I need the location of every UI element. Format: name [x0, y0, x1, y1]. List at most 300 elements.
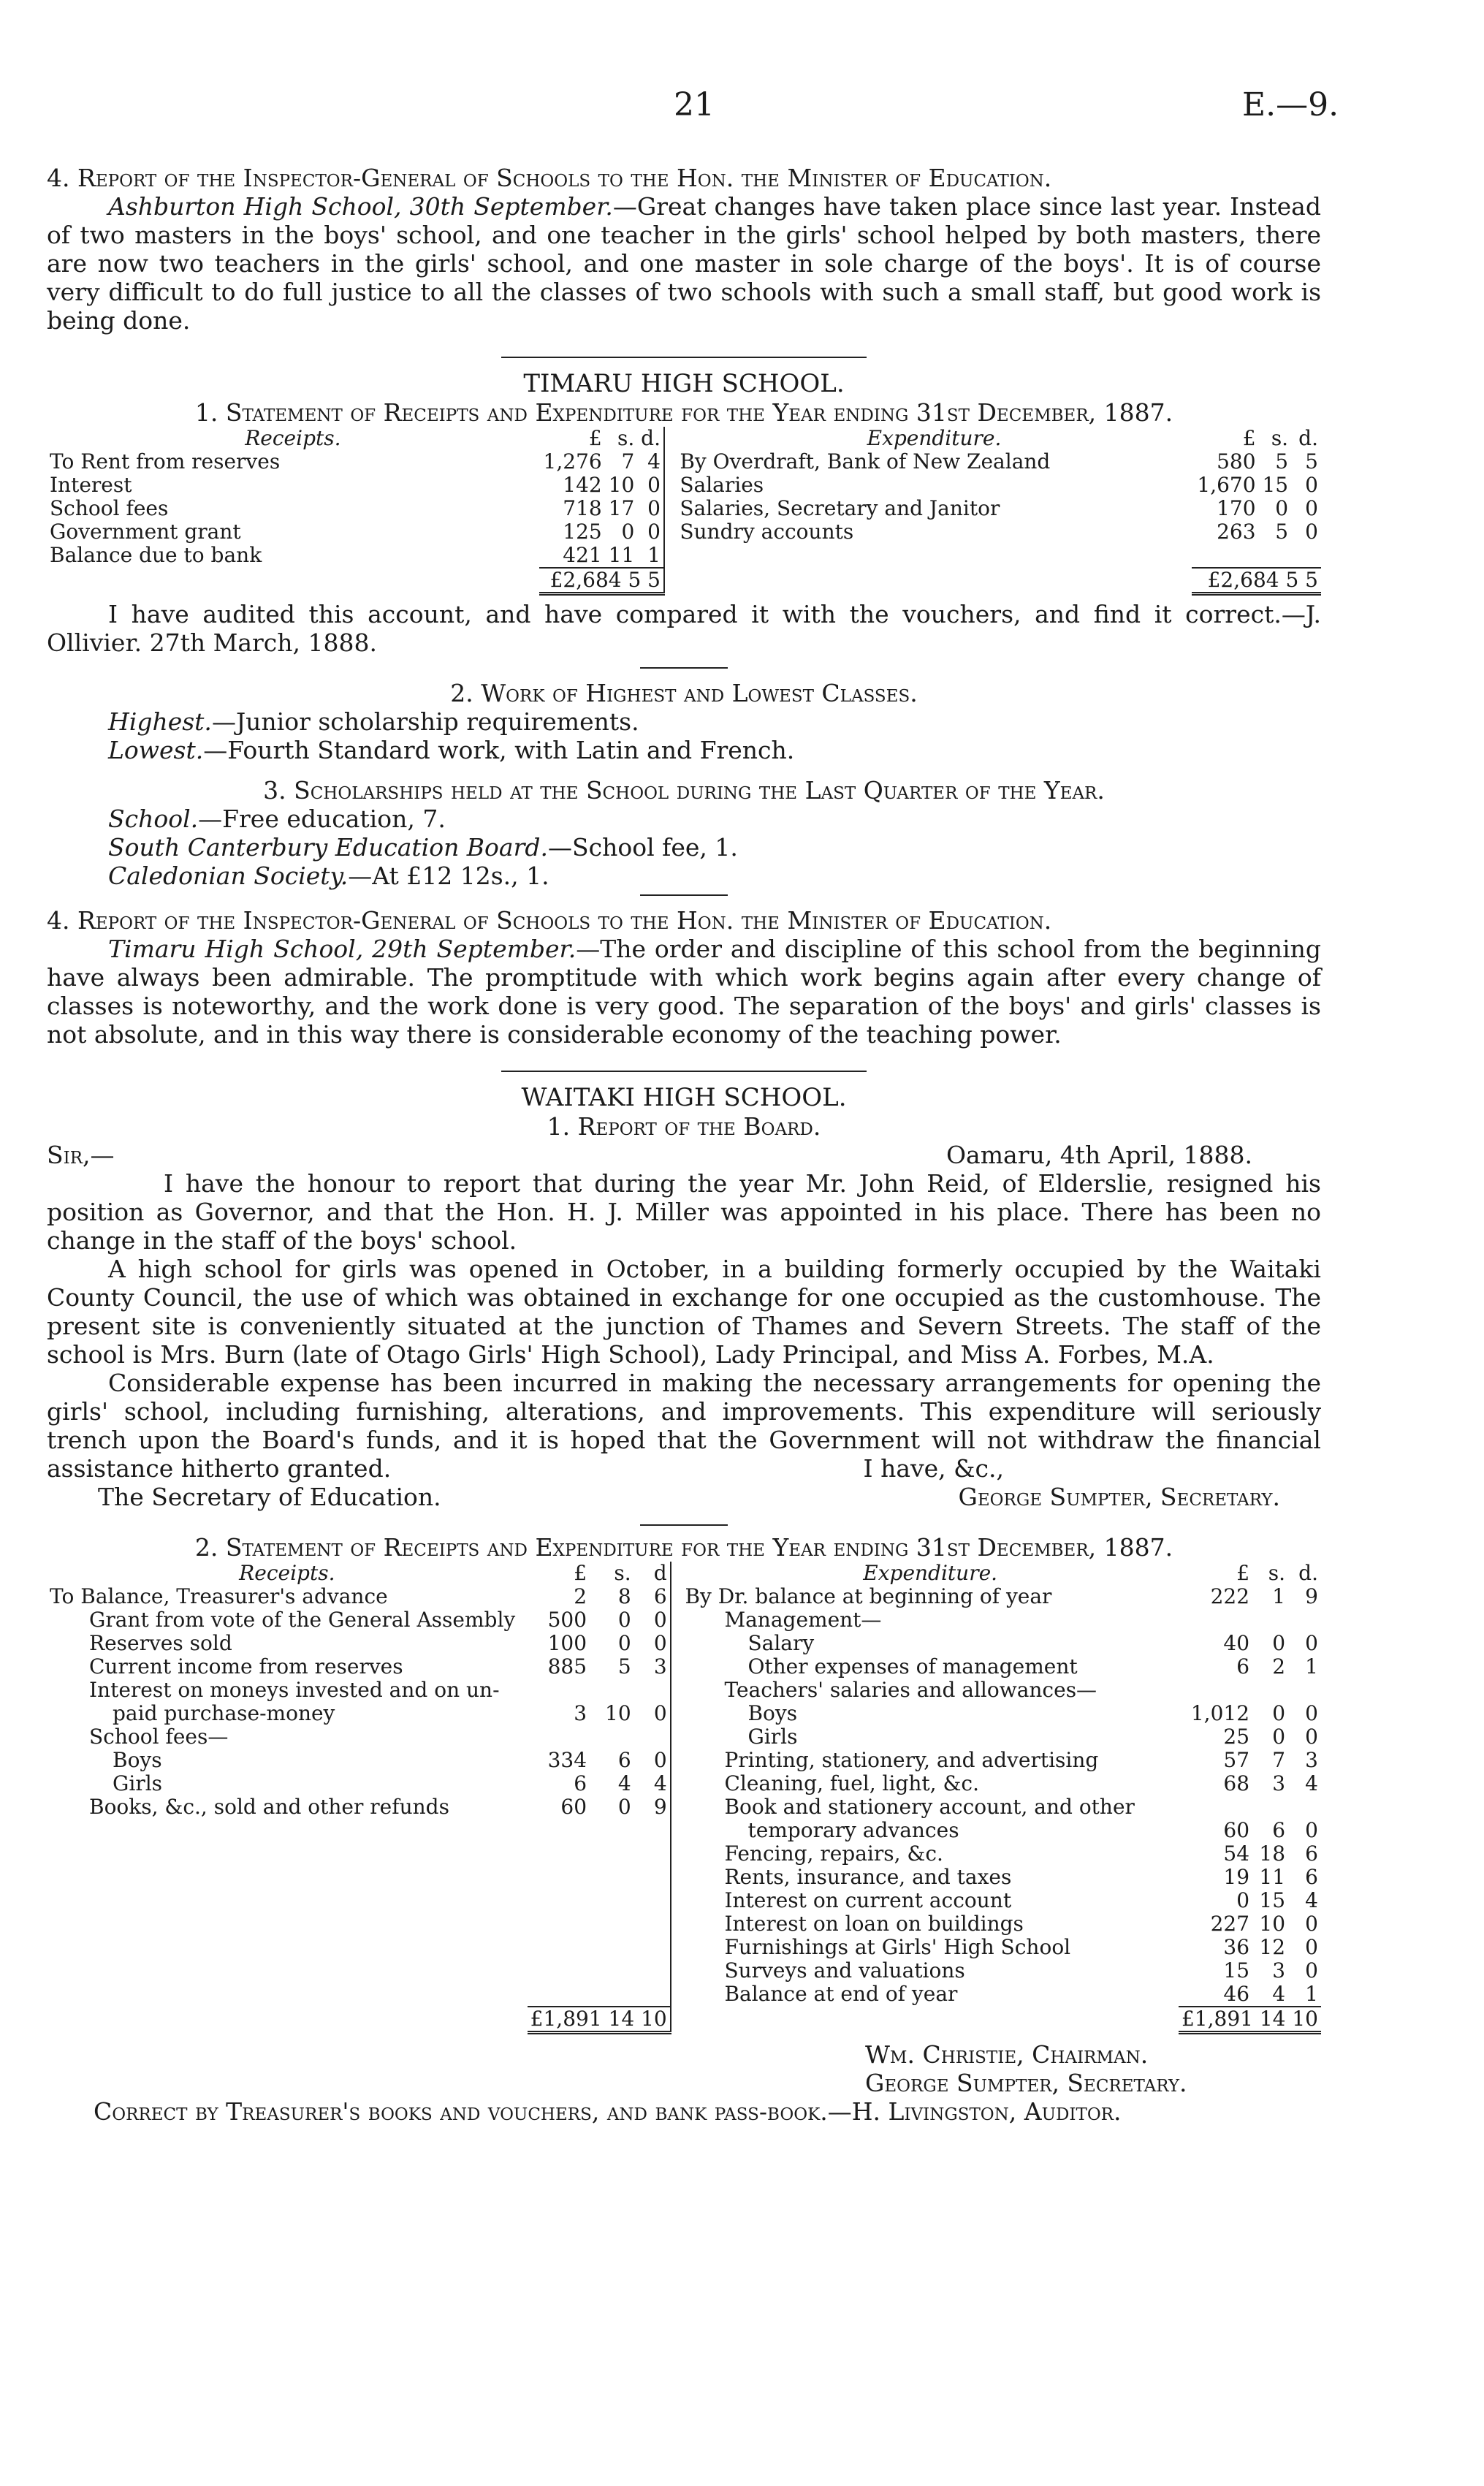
column-separator	[664, 450, 677, 474]
expenditure-pence: 0	[1305, 1725, 1318, 1749]
table-row	[47, 1795, 1321, 1819]
sceb-text: —School fee, 1.	[548, 833, 738, 862]
expenditure-pounds: 6	[1236, 1654, 1250, 1679]
table-row	[47, 474, 1321, 497]
expenditure-label: Book and stationery account, and other	[724, 1795, 1135, 1819]
column-separator	[671, 1912, 682, 1936]
expenditure-pence: 5	[1305, 449, 1318, 474]
expenditure-pence: 9	[1305, 1584, 1318, 1608]
receipt-pence	[634, 1959, 671, 1983]
expenditure-label: Salaries, Secretary and Janitor	[680, 496, 1000, 520]
receipt-pence: 0	[647, 520, 661, 544]
table-row	[47, 1679, 1321, 1702]
caledonian-label: Caledonian Society.	[108, 862, 349, 890]
receipt-label	[47, 1959, 528, 1983]
receipt-pence	[634, 1889, 671, 1912]
timaru-report-heading: 4. Report of the Inspector-General of Schools to the Hon. the Minister of Education.	[47, 906, 1052, 935]
expenditure-label: Girls	[747, 1725, 798, 1749]
receipt-shillings	[590, 1842, 634, 1866]
receipt-pounds: 142	[563, 473, 602, 497]
column-separator	[671, 1983, 682, 2007]
receipt-label: Current income from reserves	[89, 1654, 403, 1679]
expenditure-pounds	[1192, 544, 1259, 568]
expenditure-pence	[1288, 1679, 1321, 1702]
timaru-school	[47, 805, 1321, 833]
receipt-pence: 1	[647, 543, 661, 567]
lowest-text: —Fourth Standard work, with Latin and French.	[203, 736, 795, 764]
receipt-pounds	[528, 1959, 590, 1983]
receipt-pence	[634, 1983, 671, 2007]
expenditure-pounds: 15	[1223, 1958, 1250, 1983]
column-separator	[671, 1772, 682, 1795]
table-row	[47, 1632, 1321, 1655]
expenditure-pence: 4	[1305, 1888, 1318, 1912]
expenditure-shillings: 7	[1272, 1748, 1286, 1772]
expenditure-pounds: 580	[1217, 449, 1256, 474]
receipt-pence: 3	[653, 1654, 667, 1679]
timaru-total-receipts: £2,684 5 5	[539, 568, 664, 594]
closing: I have, &c.,	[856, 1454, 1004, 1483]
expenditure-label: Fencing, repairs, &c.	[724, 1841, 943, 1866]
expenditure-pounds: 0	[1236, 1888, 1250, 1912]
highest-text: —Junior scholarship requirements.	[211, 707, 639, 736]
expenditure-label: Rents, insurance, and taxes	[724, 1865, 1012, 1889]
expenditure-shillings: 18	[1259, 1841, 1286, 1866]
section-divider	[501, 1071, 867, 1072]
page-body	[47, 73, 1321, 2126]
column-separator	[671, 1749, 682, 1772]
receipt-pounds: 125	[563, 520, 602, 544]
column-separator	[671, 1679, 682, 1702]
signatory: George Sumpter, Secretary.	[958, 1483, 1280, 1511]
receipt-shillings: 10	[608, 473, 635, 497]
expenditure-label: Salary	[747, 1631, 815, 1655]
receipt-label: Balance due to bank	[50, 543, 262, 567]
currency-pounds: £	[1242, 426, 1256, 450]
receipt-label	[47, 1819, 528, 1842]
expenditure-label: Balance at end of year	[724, 1982, 958, 2006]
receipt-label: To Balance, Treasurer's advance	[50, 1584, 388, 1608]
timaru-caledonian	[47, 862, 1321, 890]
table-row	[47, 1889, 1321, 1912]
expenditure-pence: 3	[1305, 1748, 1318, 1772]
column-separator	[671, 1819, 682, 1842]
receipt-shillings: 6	[617, 1748, 631, 1772]
receipt-shillings: 17	[608, 496, 635, 520]
table-row	[47, 1655, 1321, 1679]
expenditure-shillings	[1252, 1795, 1288, 1819]
receipt-shillings: 0	[617, 1795, 631, 1819]
currency-shillings: s.	[614, 1561, 631, 1585]
receipt-pounds: 2	[574, 1584, 587, 1608]
column-separator	[671, 1632, 682, 1655]
receipt-pence: 0	[653, 1631, 667, 1655]
waitaki-board-heading: 1. Report of the Board.	[547, 1112, 821, 1141]
salutation: Sir,—	[47, 1141, 115, 1169]
receipt-pence	[634, 1679, 671, 1702]
expenditure-pounds: 68	[1223, 1771, 1250, 1795]
receipt-shillings: 0	[621, 520, 635, 544]
receipt-pence	[634, 1819, 671, 1842]
receipt-label: School fees—	[89, 1725, 229, 1749]
school-label: School.	[108, 805, 199, 833]
receipt-label: Grant from vote of the General Assembly	[89, 1608, 516, 1632]
expenditure-shillings	[1252, 1679, 1288, 1702]
school-text: —Free education, 7.	[198, 805, 446, 833]
receipt-label: Interest on moneys invested and on un-	[89, 1678, 500, 1702]
highest-label: Highest.	[108, 707, 212, 736]
column-separator	[671, 1959, 682, 1983]
addressee: The Secretary of Education.	[98, 1483, 441, 1511]
table-row	[47, 1866, 1321, 1889]
expenditure-label	[677, 544, 1191, 568]
receipt-pence: 0	[653, 1701, 667, 1725]
ashburton-report-text: —Great changes have taken place since last year. Instead of two masters in the boys' school, and one teacher in the girls' school helped by both masters, there are now two teachers in the girls' school, and one master in sole charge of the boys'. It is of course very difficult to do full justice to all the classes of two schools with such a small staff, but good work is being done.	[47, 192, 1321, 335]
table-row	[47, 1842, 1321, 1866]
expenditure-label: Management—	[724, 1608, 882, 1632]
receipt-shillings: 7	[621, 449, 635, 474]
expenditure-shillings: 0	[1272, 1725, 1286, 1749]
table-row	[47, 1819, 1321, 1842]
expenditure-label: Printing, stationery, and advertising	[724, 1748, 1099, 1772]
place-date: Oamaru, 4th April, 1888.	[946, 1141, 1252, 1169]
expenditure-label: Interest on loan on buildings	[724, 1912, 1024, 1936]
column-separator	[671, 1842, 682, 1866]
expenditure-shillings	[1252, 1608, 1288, 1632]
expenditure-shillings: 10	[1259, 1912, 1286, 1936]
table-row	[47, 1959, 1321, 1983]
receipt-pounds	[528, 1889, 590, 1912]
receipt-pounds	[528, 1725, 590, 1749]
receipt-label	[47, 1889, 528, 1912]
expenditure-shillings: 0	[1272, 1701, 1286, 1725]
timaru-report-paragraph	[47, 935, 1321, 1049]
receipt-pence: 9	[653, 1795, 667, 1819]
receipt-label: Books, &c., sold and other refunds	[89, 1795, 449, 1819]
expenditure-shillings: 0	[1272, 1631, 1286, 1655]
receipt-pence: 0	[647, 473, 661, 497]
timaru-statement-heading: 1. Statement of Receipts and Expenditure for the Year ending 31st December, 1887.	[194, 398, 1173, 427]
table-row	[47, 1772, 1321, 1795]
expenditure-pence: 6	[1305, 1841, 1318, 1866]
waitaki-auditor-text: Correct by Treasurer's books and vouchers, and bank pass-book.—H. Livingston, Auditor.	[94, 2097, 1122, 2126]
expenditure-pounds: 170	[1217, 496, 1256, 520]
receipt-shillings	[590, 1725, 634, 1749]
ashburton-report-title: Ashburton High School, 30th September.	[108, 192, 613, 221]
table-row	[47, 1936, 1321, 1959]
table-row	[47, 520, 1321, 544]
expenditure-label: Interest on current account	[724, 1888, 1012, 1912]
waitaki-para-1: I have the honour to report that during the year Mr. John Reid, of Elderslie, resigned his position as Governor, and that the Hon. H. J. Miller was appointed in his place. There has been no change in the staff of the boys' school.	[47, 1169, 1321, 1255]
timaru-expenditure-label: Expenditure.	[867, 426, 1002, 450]
expenditure-pence: 0	[1305, 1935, 1318, 1959]
table-row	[47, 450, 1321, 474]
expenditure-shillings: 3	[1272, 1771, 1286, 1795]
column-separator	[671, 2007, 682, 2033]
column-separator	[664, 568, 677, 594]
timaru-lowest	[47, 736, 1321, 764]
column-separator	[671, 1936, 682, 1959]
expenditure-pounds: 227	[1210, 1912, 1250, 1936]
receipt-pounds: 1,276	[543, 449, 602, 474]
sceb-label: South Canterbury Education Board.	[108, 833, 548, 862]
expenditure-pounds: 25	[1223, 1725, 1250, 1749]
receipt-pence: 0	[647, 496, 661, 520]
waitaki-signatures	[865, 2040, 1321, 2097]
page-number: 21	[674, 86, 715, 123]
receipt-pence: 0	[653, 1608, 667, 1632]
receipt-label: Girls	[113, 1771, 163, 1795]
expenditure-shillings: 5	[1275, 520, 1289, 544]
currency-shillings: s.	[1271, 426, 1289, 450]
timaru-total-expenditure: £2,684 5 5	[1192, 568, 1321, 594]
receipt-shillings: 0	[617, 1631, 631, 1655]
receipt-label: Interest	[50, 473, 132, 497]
receipt-label: Government grant	[50, 520, 241, 544]
table-row	[47, 1608, 1321, 1632]
waitaki-total-expenditure: £1,891 14 10	[1179, 2007, 1321, 2033]
currency-pounds: £	[588, 426, 602, 450]
expenditure-shillings: 5	[1275, 449, 1289, 474]
receipt-shillings: 10	[605, 1701, 631, 1725]
expenditure-label: Surveys and valuations	[724, 1958, 965, 1983]
expenditure-shillings: 11	[1259, 1865, 1286, 1889]
expenditure-label: By Overdraft, Bank of New Zealand	[680, 449, 1051, 474]
receipt-shillings	[590, 1936, 634, 1959]
waitaki-title: WAITAKI HIGH SCHOOL.	[521, 1083, 847, 1112]
receipt-shillings: 4	[617, 1771, 631, 1795]
table-row	[47, 1749, 1321, 1772]
receipt-pounds	[528, 1842, 590, 1866]
chairman: Wm. Christie, Chairman.	[865, 2040, 1149, 2069]
receipt-shillings	[590, 1889, 634, 1912]
expenditure-pounds: 57	[1223, 1748, 1250, 1772]
receipt-pounds	[528, 1936, 590, 1959]
currency-pence: d.	[1298, 426, 1318, 450]
waitaki-statement-heading: 2. Statement of Receipts and Expenditure for the Year ending 31st December, 1887.	[194, 1533, 1173, 1562]
currency-shillings: s.	[1268, 1561, 1286, 1585]
expenditure-pounds: 1,012	[1190, 1701, 1250, 1725]
receipt-label	[47, 1912, 528, 1936]
receipt-label	[47, 1936, 528, 1959]
caledonian-text: —At £12 12s., 1.	[348, 862, 549, 890]
para-3-text: Considerable expense has been incurred in making the necessary arrangements for opening the girls' school, including furnishing, alterations, and improvements. This expenditure will seriously trench upon the Board's funds, and it is hoped that the Government will not withdraw the financial assistance hitherto granted.	[47, 1369, 1321, 1483]
receipt-label	[47, 1842, 528, 1866]
expenditure-label: Salaries	[680, 473, 764, 497]
expenditure-pounds: 1,670	[1197, 473, 1256, 497]
expenditure-pounds: 40	[1223, 1631, 1250, 1655]
waitaki-signature-row	[47, 1483, 1321, 1511]
expenditure-label: Cleaning, fuel, light, &c.	[724, 1771, 979, 1795]
receipt-shillings	[590, 1819, 634, 1842]
expenditure-pence	[1288, 1608, 1321, 1632]
receipt-pounds	[528, 1983, 590, 2007]
currency-pounds: £	[574, 1561, 587, 1585]
receipt-label: School fees	[50, 496, 169, 520]
receipt-pence	[634, 1725, 671, 1749]
waitaki-header-row	[47, 1562, 1321, 1585]
expenditure-shillings: 4	[1272, 1982, 1286, 2006]
expenditure-pounds	[1179, 1795, 1252, 1819]
receipt-shillings	[590, 1959, 634, 1983]
secretary: George Sumpter, Secretary.	[865, 2069, 1187, 2097]
lowest-label: Lowest.	[108, 736, 204, 764]
receipt-pounds	[528, 1866, 590, 1889]
currency-pence: d	[653, 1561, 667, 1585]
ashburton-report-heading: 4. Report of the Inspector-General of Schools to the Hon. the Minister of Education.	[47, 164, 1052, 192]
expenditure-pence: 0	[1305, 520, 1318, 544]
waitaki-accounts-table	[47, 1562, 1321, 2034]
expenditure-pence: 0	[1305, 1818, 1318, 1842]
table-row	[47, 1702, 1321, 1725]
timaru-scholarships-heading: 3. Scholarships held at the School during the Last Quarter of the Year.	[263, 776, 1105, 805]
receipt-label	[47, 1983, 528, 2007]
expenditure-shillings: 0	[1275, 496, 1289, 520]
expenditure-pence: 1	[1305, 1654, 1318, 1679]
receipt-pounds: 60	[560, 1795, 587, 1819]
receipt-label: Reserves sold	[89, 1631, 232, 1655]
timaru-sceb	[47, 833, 1321, 862]
expenditure-pence: 0	[1305, 1912, 1318, 1936]
document-code: E.—9.	[1242, 86, 1339, 123]
receipt-shillings: 5	[617, 1654, 631, 1679]
receipt-pence	[634, 1866, 671, 1889]
table-row	[47, 497, 1321, 520]
expenditure-label: By Dr. balance at beginning of year	[685, 1584, 1052, 1608]
receipt-pence: 4	[653, 1771, 667, 1795]
expenditure-pence: 4	[1305, 1771, 1318, 1795]
expenditure-label: Boys	[747, 1701, 798, 1725]
receipt-pence: 0	[653, 1748, 667, 1772]
expenditure-shillings	[1259, 544, 1292, 568]
column-separator	[671, 1889, 682, 1912]
receipt-pence	[634, 1842, 671, 1866]
expenditure-shillings: 15	[1262, 473, 1289, 497]
expenditure-shillings: 15	[1259, 1888, 1286, 1912]
receipt-shillings	[590, 1983, 634, 2007]
ashburton-report-paragraph	[47, 192, 1321, 335]
timaru-accounts-table	[47, 427, 1321, 596]
expenditure-shillings: 2	[1272, 1654, 1286, 1679]
column-separator	[671, 1725, 682, 1749]
receipt-pounds: 3	[574, 1701, 587, 1725]
waitaki-total-row	[47, 2007, 1321, 2033]
expenditure-shillings: 3	[1272, 1958, 1286, 1983]
expenditure-pounds: 263	[1217, 520, 1256, 544]
expenditure-shillings: 6	[1272, 1818, 1286, 1842]
receipt-pounds	[528, 1819, 590, 1842]
column-separator	[671, 1585, 682, 1608]
timaru-header-row	[47, 427, 1321, 450]
expenditure-shillings: 12	[1259, 1935, 1286, 1959]
currency-pounds: £	[1236, 1561, 1250, 1585]
expenditure-label: Sundry accounts	[680, 520, 854, 544]
timaru-work-heading: 2. Work of Highest and Lowest Classes.	[450, 679, 918, 707]
expenditure-pence	[1291, 544, 1321, 568]
column-separator	[671, 1562, 682, 1585]
column-separator	[664, 520, 677, 544]
timaru-total-row	[47, 568, 1321, 594]
expenditure-shillings: 1	[1272, 1584, 1286, 1608]
waitaki-letter-head	[47, 1141, 1321, 1169]
receipt-pounds: 334	[547, 1748, 587, 1772]
column-separator	[671, 1608, 682, 1632]
column-separator	[664, 497, 677, 520]
expenditure-pence: 0	[1305, 1958, 1318, 1983]
column-separator	[671, 1866, 682, 1889]
section-divider	[501, 357, 867, 358]
expenditure-pounds	[1179, 1679, 1252, 1702]
timaru-highest	[47, 707, 1321, 736]
expenditure-pounds: 36	[1223, 1935, 1250, 1959]
table-row	[47, 544, 1321, 568]
receipt-pounds: 421	[563, 543, 602, 567]
expenditure-pounds: 46	[1223, 1982, 1250, 2006]
currency-shillings: s.	[617, 426, 635, 450]
timaru-receipts-label: Receipts.	[245, 426, 341, 450]
receipt-shillings	[590, 1679, 634, 1702]
expenditure-pounds: 222	[1210, 1584, 1250, 1608]
expenditure-label: temporary advances	[747, 1818, 959, 1842]
expenditure-label: Teachers' salaries and allowances—	[724, 1678, 1097, 1702]
expenditure-pence: 1	[1305, 1982, 1318, 2006]
receipt-shillings	[590, 1912, 634, 1936]
expenditure-pounds	[1179, 1608, 1252, 1632]
receipt-shillings: 8	[617, 1584, 631, 1608]
expenditure-pounds: 54	[1223, 1841, 1250, 1866]
expenditure-pence: 0	[1305, 473, 1318, 497]
table-row	[47, 1912, 1321, 1936]
receipt-pounds: 100	[547, 1631, 587, 1655]
waitaki-para-2: A high school for girls was opened in October, in a building formerly occupied by the Waitaki County Council, the use of which was obtained in exchange for one occupied as the customhouse. The present site is conveniently situated at the junction of Thames and Severn Streets. The staff of the school is Mrs. Burn (late of Otago Girls' High School), Lady Principal, and Miss A. Forbes, M.A.	[47, 1255, 1321, 1369]
table-row	[47, 1983, 1321, 2007]
expenditure-label: Other expenses of management	[747, 1654, 1078, 1679]
expenditure-pounds: 60	[1223, 1818, 1250, 1842]
receipt-pounds: 718	[563, 496, 602, 520]
receipt-pence	[634, 1936, 671, 1959]
receipt-pence	[634, 1912, 671, 1936]
receipt-pence: 6	[653, 1584, 667, 1608]
receipt-pounds: 6	[574, 1771, 587, 1795]
column-separator	[671, 1702, 682, 1725]
expenditure-pence: 0	[1305, 1701, 1318, 1725]
expenditure-pence: 0	[1305, 1631, 1318, 1655]
receipt-pounds	[528, 1912, 590, 1936]
table-row	[47, 1585, 1321, 1608]
expenditure-pence: 6	[1305, 1865, 1318, 1889]
column-separator	[664, 427, 677, 450]
waitaki-total-receipts: £1,891 14 10	[528, 2007, 671, 2033]
section-divider	[640, 1524, 728, 1526]
receipt-pounds: 885	[547, 1654, 587, 1679]
receipt-pounds: 500	[547, 1608, 587, 1632]
expenditure-pounds: 19	[1223, 1865, 1250, 1889]
currency-pence: d.	[1298, 1561, 1318, 1585]
receipt-label: To Rent from reserves	[50, 449, 281, 474]
expenditure-pence	[1288, 1795, 1321, 1819]
timaru-title: TIMARU HIGH SCHOOL.	[523, 369, 845, 398]
receipt-pounds	[528, 1679, 590, 1702]
receipt-label	[47, 1866, 528, 1889]
receipt-label: paid purchase-money	[113, 1701, 335, 1725]
timaru-report-title: Timaru High School, 29th September.	[108, 935, 577, 963]
currency-pence: d.	[641, 426, 661, 450]
column-separator	[664, 544, 677, 568]
waitaki-expenditure-label: Expenditure.	[863, 1561, 998, 1585]
timaru-report-text: —The order and discipline of this school from the beginning have always been admirable. The promptitude with which work begins again after every change of classes is noteworthy, and the work done is very good. The separation of the boys' and girls' classes is not absolute, and in this way there is considerable economy of the teaching power.	[47, 935, 1321, 1049]
table-row	[47, 1725, 1321, 1749]
timaru-audit-text: I have audited this account, and have compared it with the vouchers, and find it correct.—J. Ollivier. 27th March, 1888.	[47, 600, 1321, 657]
